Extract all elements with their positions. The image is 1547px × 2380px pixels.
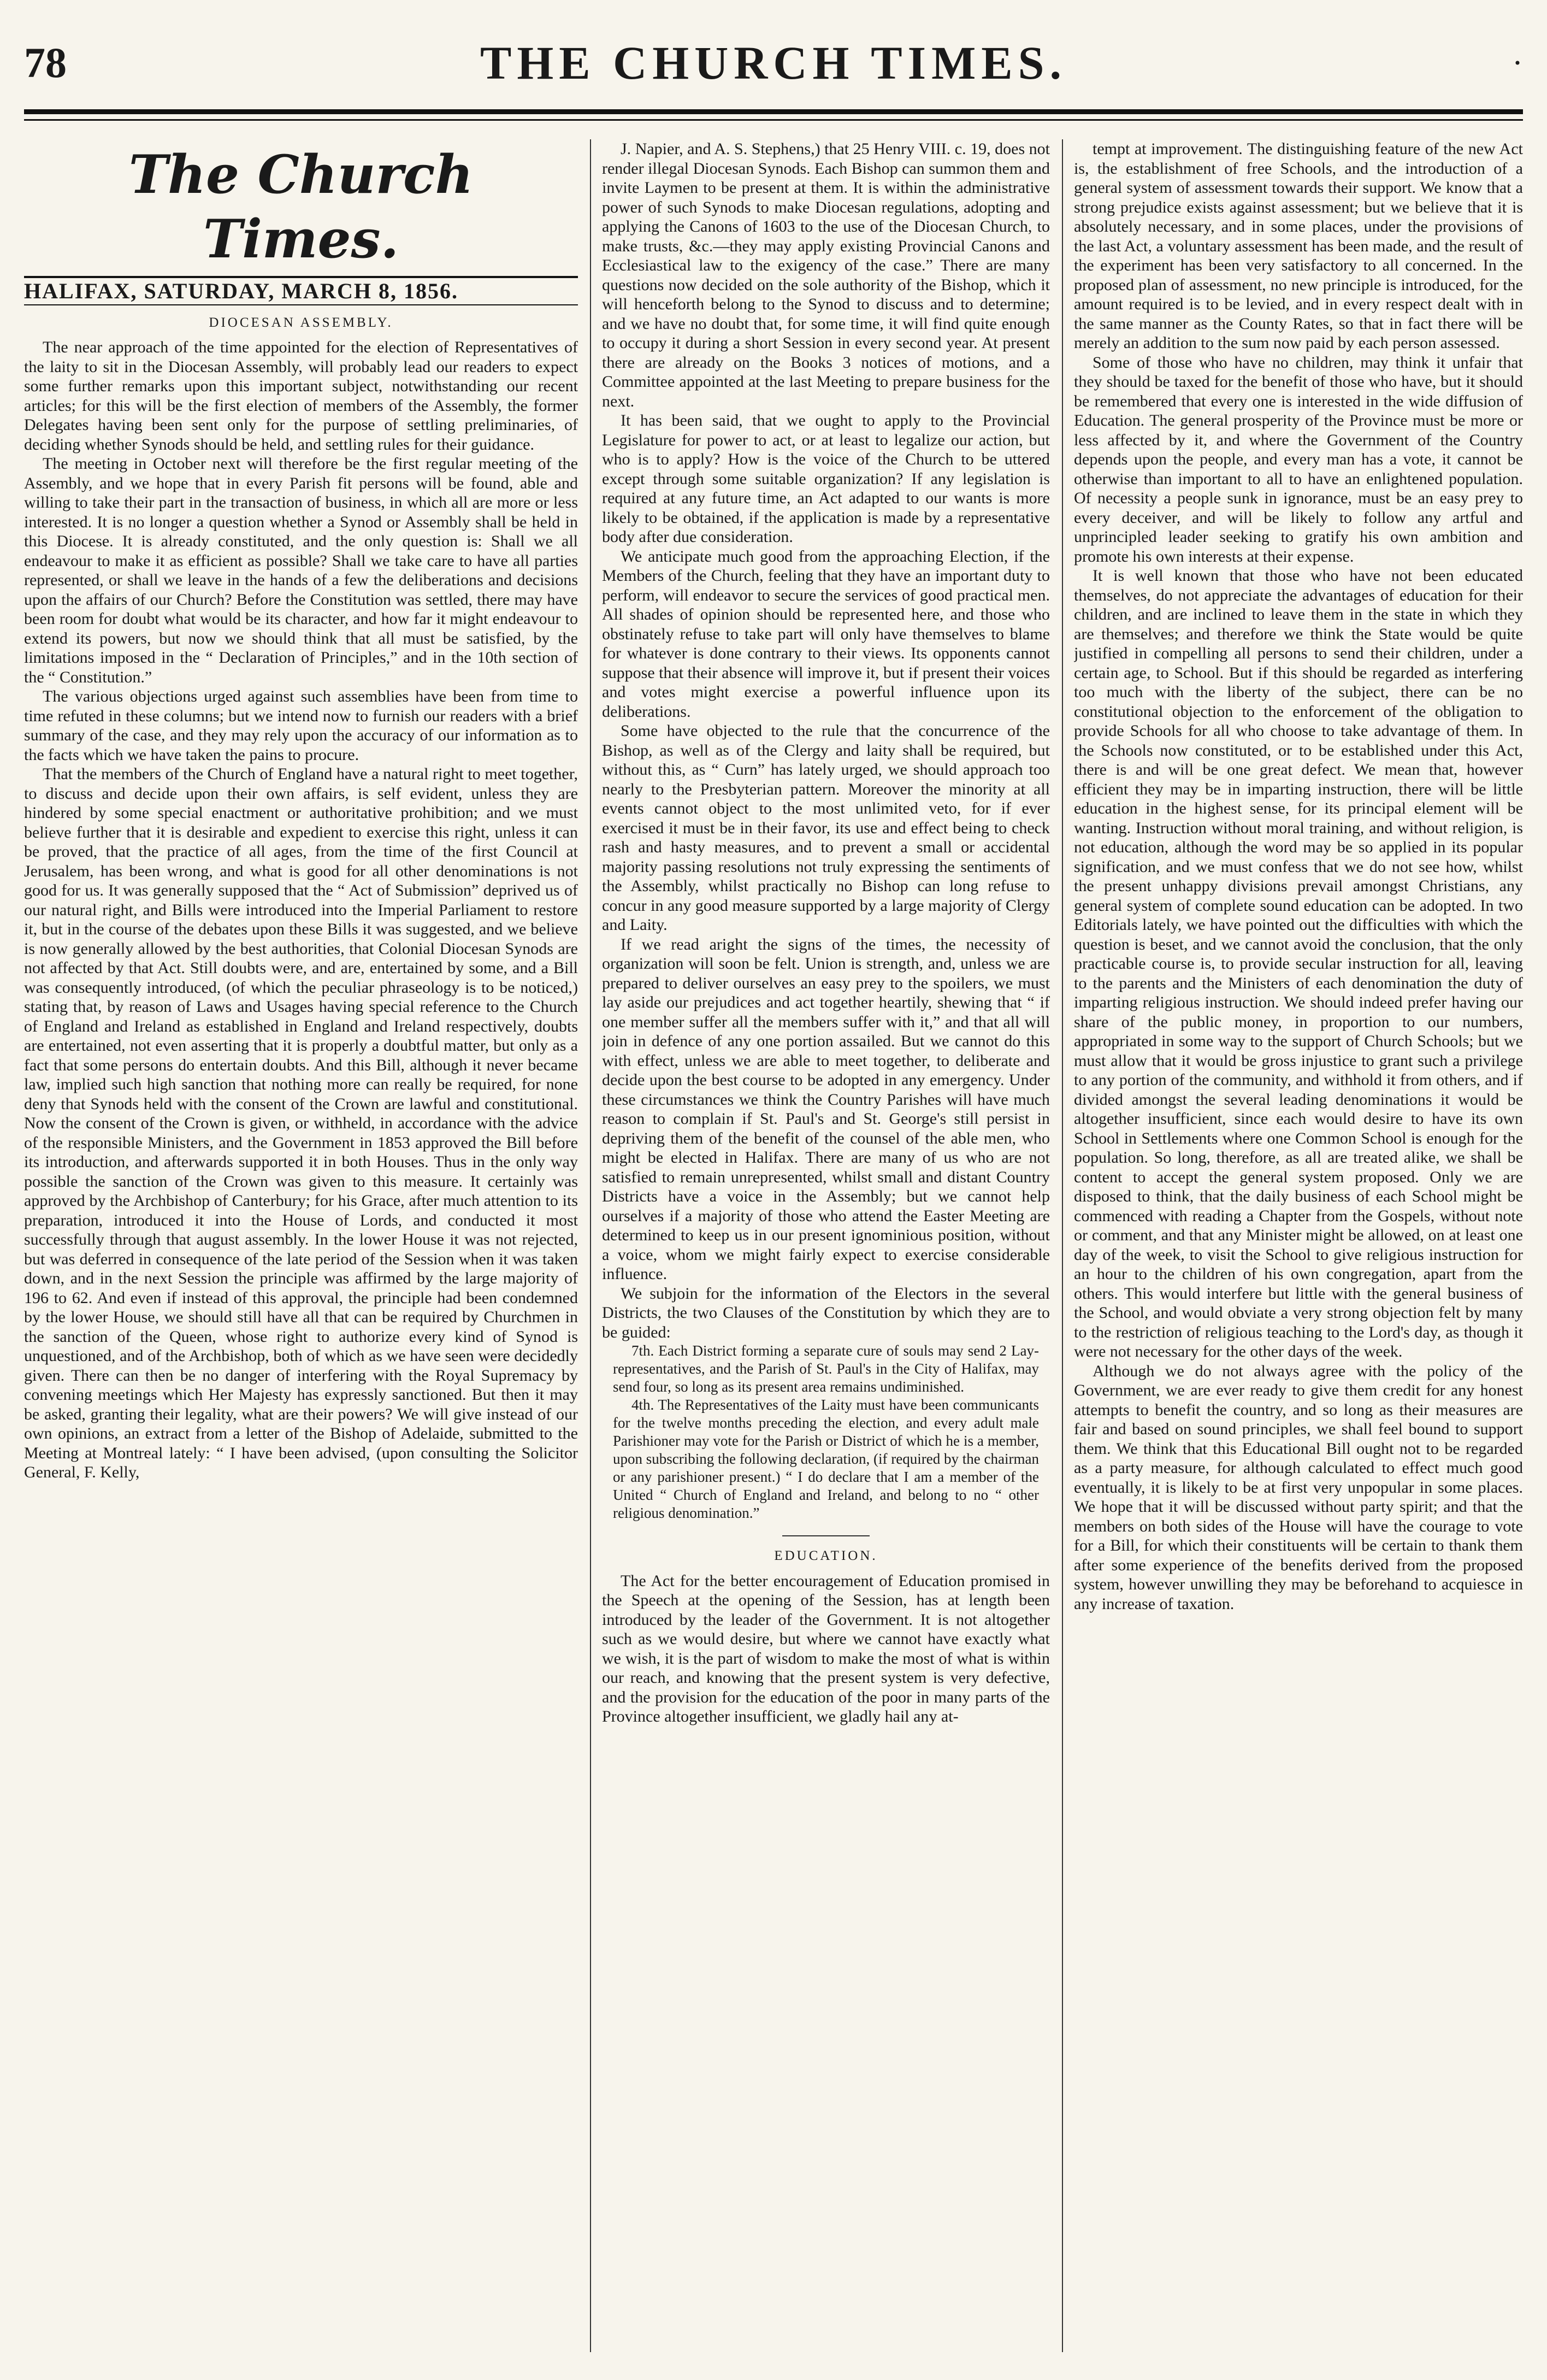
article-paragraph: It is well known that those who have not been educated themselves, do not appreciate the advantages of education for their children, and are inclined to leave them in the state in which they are themselves; and therefore we think the State would be quite justified in compelling all persons to send their children, under a certain age, to School. But if this should be regarded as interfering too much with the liberty of the subject, there can be no constitutional objection to the enforcement of the obligation to provide Schools for all who choose to take advantage of them. In the Schools now constituted, or to be established under this Act, there is and will be one great defect. We mean that, however efficient they may be in imparting instruction, there will be little education in the highest sense, for its principal element will be wanting. Instruction without moral training, and without religion, is not education, although the word may be so applied in its popular signification, and we must confess that we do not see how, whilst the present unhappy divisions prevail amongst Christians, any general system of complete sound education can be adopted. In two Editorials lately, we have pointed out the difficulties with which the question is beset, and we cannot avoid the conclusion, that the only practicable course is, to provide secular instruction for all, leaving to the parents and the Ministers of each denomination the duty of imparting religious instruction. We should indeed prefer having our share of the public money, in proportion to our numbers, appropriated in some way to the support of Church Schools; but we must allow that it would be gross injustice to grant such a privilege to any portion of the community, and withhold it from others, and if divided amongst the several leading denominations it would be altogether insufficient, since each would desire to have its own School in Settlements where one Common School is enough for the population. So long, therefore, as all are treated alike, we shall be content to accept the general system proposed. Only we are disposed to think, that the daily business of each School might be commenced with reading a Chapter from the Gospels, without note or comment, and that any Minister might be allowed, on at least one day of the week, to visit the School to give religious instruction for an hour to the children of his own congregation, apart from the others. This would interfere but little with the general business of the School, and would obviate a very strong objection felt by many to the restriction of religious teaching to the Lord's day, as though it were not necessary for the other days of the week. (1074, 567, 1523, 1360)
article-paragraph: Some of those who have no children, may think it unfair that they should be taxed for the benefit of those who have, but it should be remembered that every one is interested in the wide diffusion of Education. The general prosperity of the Province must be more or less affected by it, and where the Government of the Country depends upon the people, and every man has a vote, it cannot be otherwise than important to all to have an enlightened population. Of necessity a people sunk in ignorance, must be an easy prey to every deceiver, and will be likely to follow any artful and unprincipled leader seeking to gratify his own ambition and promote his own interests at their expense. (1074, 353, 1523, 565)
article-paragraph: Some have objected to the rule that the concurrence of the Bishop, as well as of the Clergy and laity shall be required, but without this, as “ Curn” has lately urged, we should approach too nearly to the Presbyterian pattern. Moreover the minority at all events cannot object to the most unlimited veto, for if ever exercised it must be in their favor, its use and effect being to check rash and hasty measures, and to prevent a small or accidental majority passing resolutions not truly expressing the sentiments of the Assembly, whilst practically no Bishop can long refuse to concur in any good measure supported by a large majority of Clergy and Laity. (602, 722, 1050, 934)
column-separator (590, 139, 591, 2352)
article-divider (782, 1535, 870, 1536)
article-paragraph: If we read aright the signs of the times, the necessity of organization will soon be felt. Union is strength, and, unless we are prepared to deliver ourselves an easy prey to the spoilers, we must lay aside our prejudices and act together heartily, shewing that “ if one member suffer all the members suffer with it,” and that all will join in defence of any one portion assailed. But we cannot do this with effect, unless we are able to meet together, to deliberate and decide upon the best course to be adopted in any emergency. Under these circumstances we think the Country Parishes will have much reason to complain if St. Paul's and St. George's still persist in depriving them of the benefit of the counsel of the able men, who might be elected in Halifax. There are many of us who are not satisfied to remain unrepresented, whilst small and distant Country Districts have a voice in the Assembly; but we cannot help ourselves if a majority of those who attend the Easter Meeting are determined to keep us in our present ignominious position, without a voice, whom we might fairly expect to exercise considerable influence. (602, 935, 1050, 1283)
article-paragraph: The Act for the better encouragement of Education promised in the Speech at the opening of the Session, has at length been introduced by the leader of the Government. It is not altogether such as we would desire, but where we cannot have exactly what we wish, it is the part of wisdom to make the most of what is within our reach, and knowing that the present system is very defective, and the provision for the education of the poor in many parts of the Province altogether insufficient, we gladly hail any at- (602, 1571, 1050, 1725)
constitution-clauses (602, 1342, 1050, 1522)
article-paragraph: We anticipate much good from the approaching Election, if the Members of the Church, feeling that they have an important duty to perform, will endeavor to secure the services of good practical men. All shades of opinion should be represented here, and those who obstinately refuse to take part will only have themselves to blame for whatever is done contrary to their views. Its opponents cannot suppose that their absence will improve it, but if present their voices and votes might exercise a powerful influence upon its deliberations. (602, 547, 1050, 721)
clause-4: 4th. The Representatives of the Laity must have been communicants for the twelve months preceding the election, and every adult male Parishioner may vote for the Parish or District of which he is a member, upon subscribing the following declaration, (if required by the chairman or any parishioner present.) “ I do declare that I am a member of the United “ Church of England and Ireland, and belong to no “ other religious denomination.” (613, 1397, 1039, 1521)
column-separator (1062, 139, 1063, 2352)
article-paragraph: The near approach of the time appointed for the election of Representatives of the laity to sit in the Diocesan Assembly, will probably lead our readers to expect some further remarks upon this important subject, notwithstanding our recent articles; for this will be the first election of members of the Assembly, the former Delegates having been sent only for the purpose of settling preliminaries, of deciding whether Synods should be held, and settling rules for their guidance. (24, 338, 578, 453)
page-number: 78 (24, 39, 67, 86)
header-mark: · (1512, 44, 1523, 81)
article-paragraph: J. Napier, and A. S. Stephens,) that 25 Henry VIII. c. 19, does not render illegal Diocesan Synods. Each Bishop can summon them and invite Laymen to be present at them. It is within the administrative power of such Synods to make Diocesan regulations, adopting and applying the Canons of 1603 to the use of the Diocesan Church, to make trusts, &c.—they may apply existing Provincial Canons and Ecclesiastical law to the exigency of the case.” There are many questions now decided on the sole authority of the Bishop, which it will henceforth belong to the Synod to discuss and to determine; and we have no doubt that, for some time, it will find quite enough to occupy it during a short Session in every second year. At present there are already on the Books 3 notices of motions, and a Committee appointed at the last Meeting to prepare business for the next. (602, 140, 1050, 410)
article-paragraph: The meeting in October next will therefore be the first regular meeting of the Assembly, and we hope that in every Parish fit persons will be found, able and willing to take their part in the transaction of business, in which all are more or less interested. It is no longer a question whether a Synod or Assembly shall be held in this Diocese. It is already constituted, and the only question is: Shall we all endeavour to make it as efficient as possible? Shall we take care to have all parties represented, or shall we leave in the hands of a few the deliberations and decisions upon the affairs of our Church? Before the Constitution was settled, there may have been room for doubt what would be its character, and how far it might endeavour to extend its powers, but now we should think that all must be satisfied, by the limitations imposed in the “ Declaration of Principles,” and in the 10th section of the “ Constitution.” (24, 455, 578, 686)
masthead-rule-thin (24, 119, 1523, 121)
nameplate: The Church Times. (128, 144, 474, 270)
columns (24, 139, 1523, 2352)
column-1 (24, 139, 578, 2352)
dateline: HALIFAX, SATURDAY, MARCH 8, 1856. (24, 276, 578, 305)
article-paragraph: It has been said, that we ought to apply to the Provincial Legislature for power to act, or at least to legalize our action, but who is to apply? How is the voice of the Church to be uttered except through some suitable organization? If any legislation is required at any future time, an Act adapted to our wants is more likely to be obtained, if the application is made by a representative body after due consideration. (602, 411, 1050, 546)
paper-title: THE CHURCH TIMES. (480, 37, 1067, 89)
column-2 (602, 139, 1050, 2352)
article-paragraph: Although we do not always agree with the policy of the Government, we are ever ready to give them credit for any honest attempts to benefit the country, and so long as their measures are fair and based on sound principles, we shall feel bound to support them. We think that this Educational Bill ought not to be regarded as a party measure, for although calculated to effect much good eventually, it is likely to be at first very unpopular in some places. We hope that it will be discussed without party spirit; and that the members on both sides of the House will have the courage to vote for a Bill, for which their constituents will be certain to thank them after some experience of the benefits derived from the proposed system, however unwilling they may be beforehand to acquiesce in any increase of taxation. (1074, 1362, 1523, 1613)
diocesan-heading: DIOCESAN ASSEMBLY. (209, 315, 393, 330)
article-paragraph: We subjoin for the information of the Electors in the several Districts, the two Clauses of the Constitution by which they are to be guided: (602, 1284, 1050, 1341)
masthead-rule-thick (24, 109, 1523, 114)
newspaper-page (24, 22, 1523, 2360)
article-paragraph: The various objections urged against such assemblies have been from time to time refuted in these columns; but we intend now to furnish our readers with a brief summary of the case, and they may rely upon the accuracy of our information as to the facts which we have taken the pains to procure. (24, 687, 578, 764)
article-paragraph: tempt at improvement. The distinguishing feature of the new Act is, the establishment of free Schools, and the introduction of a general system of assessment towards their support. We know that a strong prejudice exists against assessment; but we believe that it is absolutely necessary, and in some places, under the provisions of the last Act, a voluntary assessment has been made, and the result of the experiment has been very satisfactory to all concerned. In the proposed plan of assessment, no new principle is introduced, for the amount required is to be levied, and in every respect dealt with in the same manner as the County Rates, so that in fact there will be merely an addition to the sum now paid by each person assessed. (1074, 140, 1523, 352)
masthead (24, 22, 1523, 104)
article-paragraph: That the members of the Church of England have a natural right to meet together, to discuss and decide upon their own affairs, is self evident, unless they are hindered by some special enactment or authoritative prohibition; and we must believe further that it is desirable and expedient to exercise this right, unless it can be proved, that the practice of all ages, from the time of the first Council at Jerusalem, has been wrong, and what is good for all other denominations is not good for us. It was generally supposed that the “ Act of Submission” deprived us of our natural right, and Bills were introduced into the Imperial Parliament to restore it, but in the course of the debates upon these Bills it was suggested, and we believe is now generally allowed by the best authorities, that Colonial Diocesan Synods are not affected by that Act. Still doubts were, and are, entertained by some, and a Bill was consequently introduced, (of which the peculiar phraseology is to be noticed,) stating that, by reason of Laws and Usages having special reference to the Church of England and Ireland as established in England and Ireland respectively, doubts are entertained, not even asserting that it is properly a doubtful matter, but only as a fact that some persons do entertain doubts. And this Bill, although it never became law, implied such high sanction that nothing more can really be required, for none deny that Synods held with the consent of the Crown are lawful and constitutional. Now the consent of the Crown is given, or withheld, in accordance with the advice of the responsible Ministers, and the Government in 1853 approved the Bill before its introduction, and afterwards supported it in both Houses. Thus in the only way possible the sanction of the Crown was given to this measure. It certainly was approved by the Archbishop of Canterbury; for his Grace, after much attention to its preparation, introduced it into the House of Lords, and conducted it most successfully through that august assembly. In the lower House it was not rejected, but was deferred in consequence of the late period of the Session when it was taken down, and in the next Session the principle was affirmed by the large majority of 196 to 62. And even if instead of this approval, the principle had been condemned by the lower House, we should still have all that can be required by Churchmen in the sanction of the Queen, whose right to authorize every kind of Synod is unquestioned, and of the Archbishop, both of which as we have seen were decidedly given. There can then be no danger of interfering with the Royal Supremacy by convening meetings which Her Majesty has expressly sanctioned. But then it may be asked, granting their legality, what are their powers? We will give instead of our own opinions, an extract from a letter of the Bishop of Adelaide, submitted to the Meeting at Montreal lately: “ I have been advised, (upon consulting the Solicitor General, F. Kelly, (24, 765, 578, 1481)
clause-7: 7th. Each District forming a separate cure of souls may send 2 Lay-representatives, and the Parish of St. Paul's in the City of Halifax, may send four, so long as its present area remains undiminished. (613, 1342, 1039, 1395)
education-heading: EDUCATION. (774, 1548, 878, 1563)
column-3 (1074, 139, 1523, 2352)
